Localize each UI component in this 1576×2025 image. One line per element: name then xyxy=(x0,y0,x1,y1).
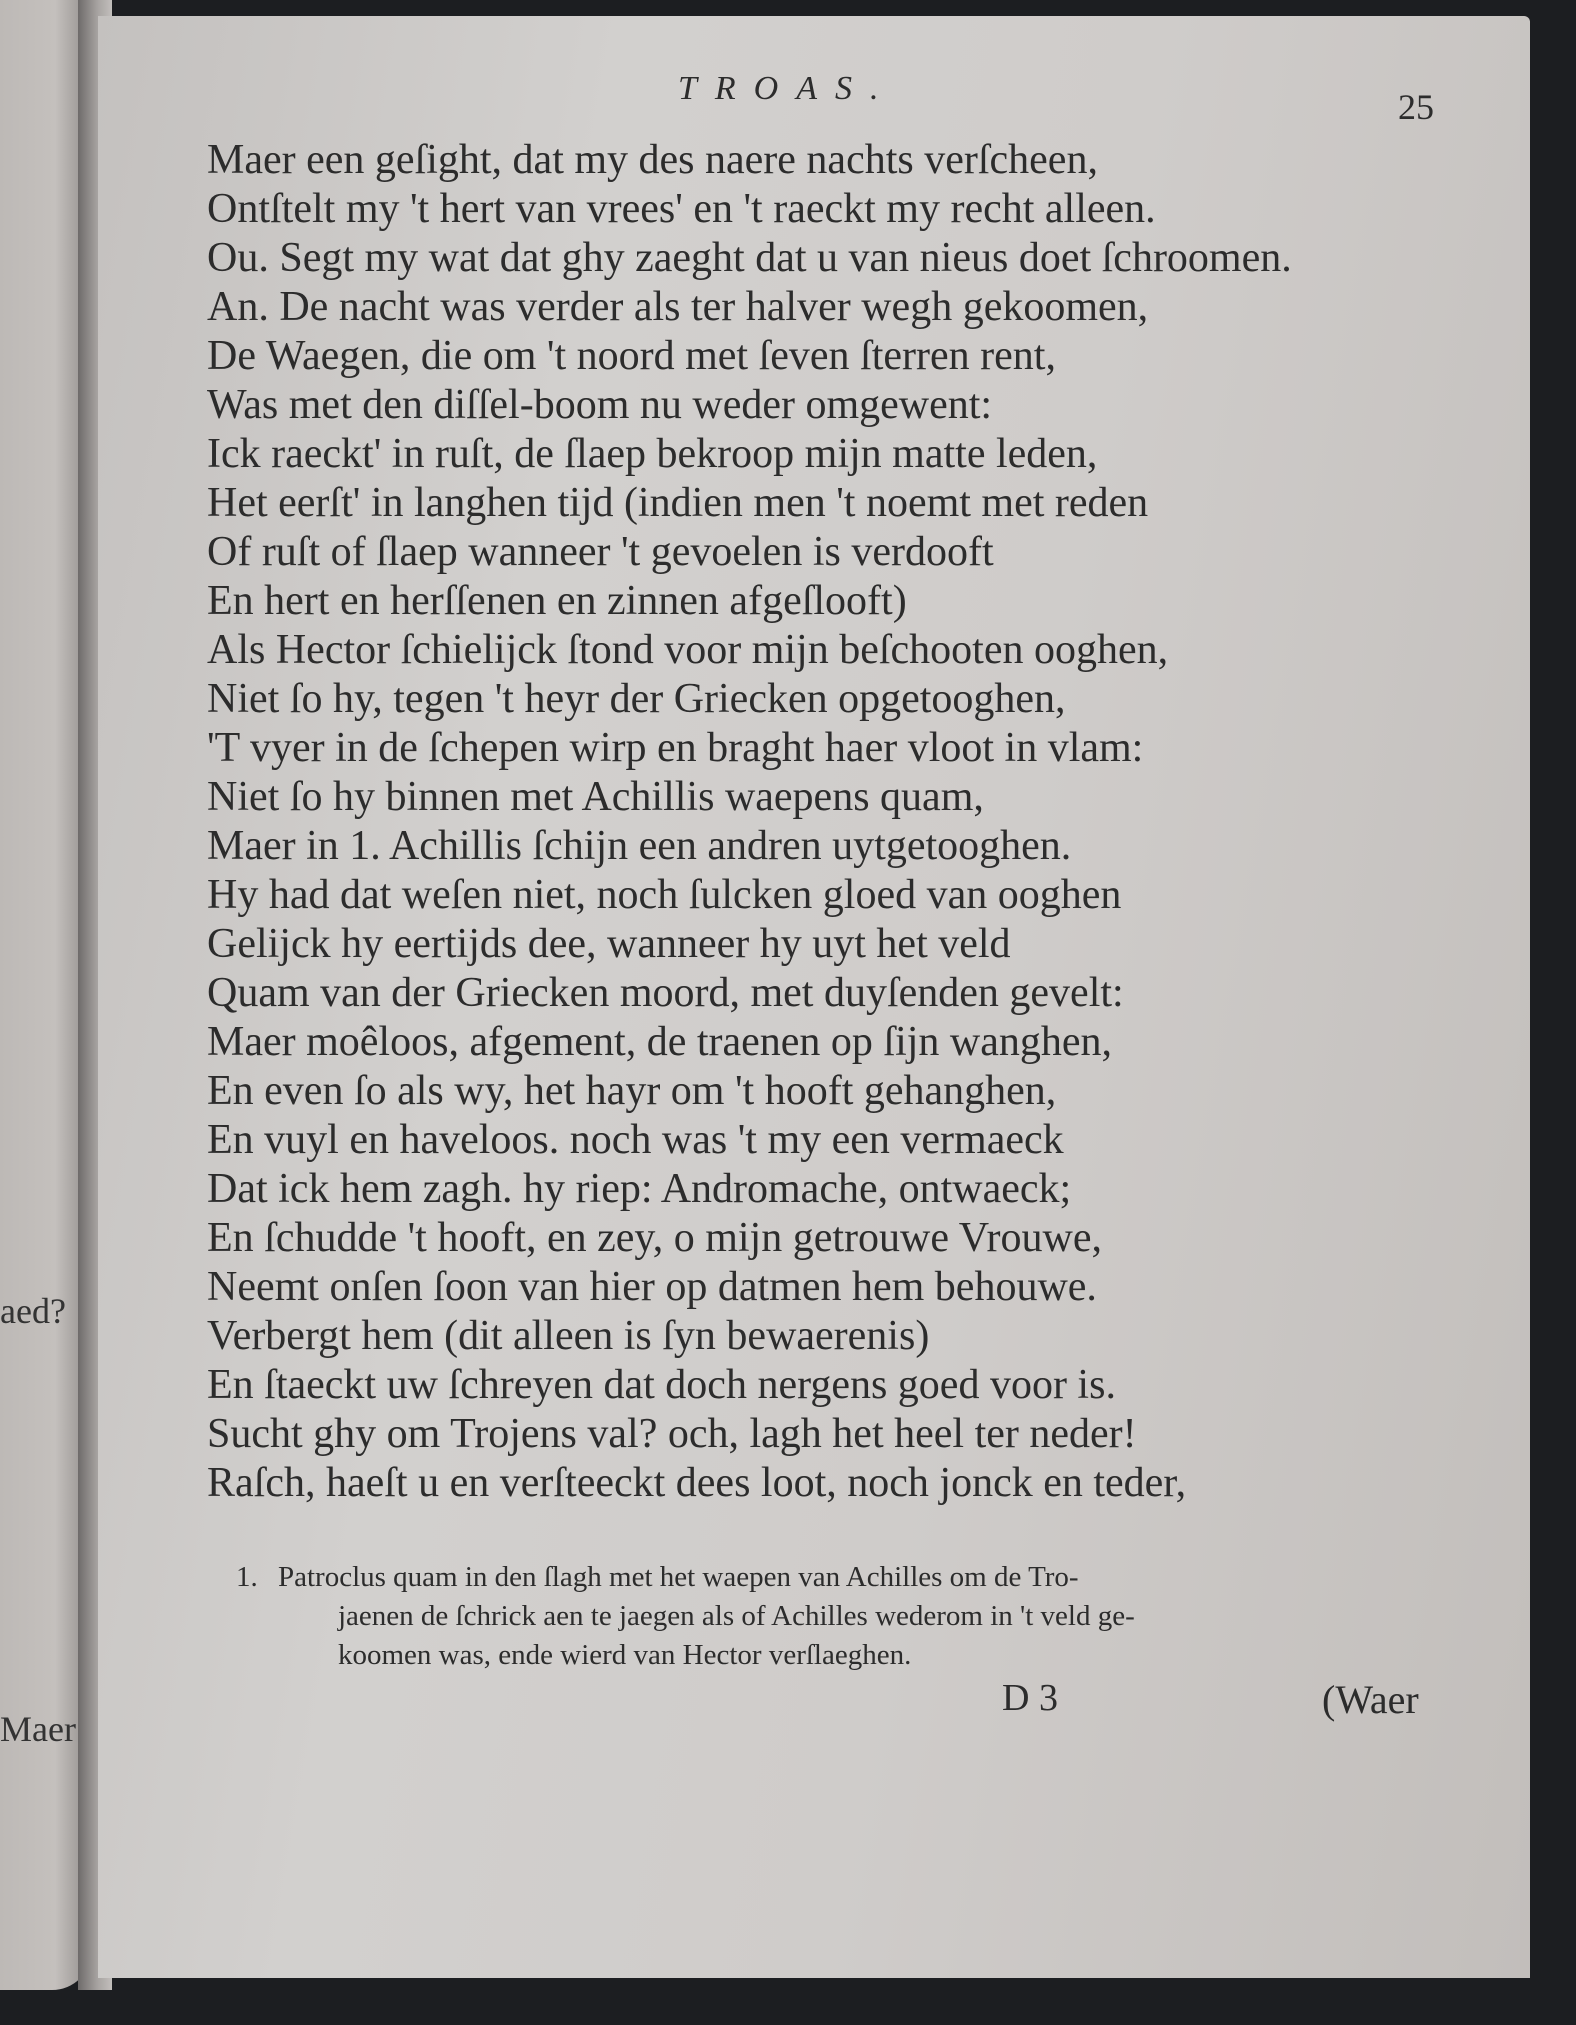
footnote-line: jaenen de ſchrick aen te jaegen als of Achilles wederom in 't veld ge- xyxy=(338,1600,1135,1632)
catchword: (Waer xyxy=(1322,1677,1419,1722)
verse-line: Ick raeckt' in ruſt, de ſlaep bekroop mijn matte leden, xyxy=(207,431,1098,477)
signature-mark: D 3 xyxy=(1002,1677,1058,1719)
verse-line: 'T vyer in de ſchepen wirp en braght haer vloot in vlam: xyxy=(207,725,1144,771)
verse-line: Dat ick hem zagh. hy riep: Andromache, ontwaeck; xyxy=(207,1166,1072,1212)
verse-line: Niet ſo hy binnen met Achillis waepens quam, xyxy=(207,774,984,820)
verse-line: En hert en herſſenen en zinnen afgeſlooft) xyxy=(207,578,907,624)
left-page-margin-word: Maer xyxy=(0,1709,76,1749)
verse-line: Verbergt hem (dit alleen is ſyn bewaerenis) xyxy=(207,1313,930,1359)
verse-line: Als Hector ſchielijck ſtond voor mijn beſchooten ooghen, xyxy=(207,627,1169,673)
verse-line: Was met den diſſel-boom nu weder omgewent: xyxy=(207,382,993,428)
footnote-marker: 1. xyxy=(236,1561,258,1593)
verse-line: Ontſtelt my 't hert van vrees' en 't raeckt my recht alleen. xyxy=(207,186,1156,232)
footnote xyxy=(236,1558,1386,1675)
running-title: TROAS. xyxy=(678,70,897,107)
verse-line: Gelijck hy eertijds dee, wanneer hy uyt het veld xyxy=(207,921,1011,967)
verse-line: En even ſo als wy, het hayr om 't hooft gehanghen, xyxy=(207,1068,1057,1114)
footnote-text: Patroclus quam in den ſlagh met het waepen van Achilles om de Tro- xyxy=(278,1561,1079,1593)
verse-line: Maer in 1. Achillis ſchijn een andren uytgetooghen. xyxy=(207,823,1072,869)
verse-line: Sucht ghy om Trojens val? och, lagh het heel ter neder! xyxy=(207,1411,1137,1457)
verse-line: Hy had dat weſen niet, noch ſulcken gloed van ooghen xyxy=(207,872,1122,918)
footnote-line: koomen was, ende wierd van Hector verſlaeghen. xyxy=(338,1639,912,1671)
left-page-margin-word: aed? xyxy=(0,1291,66,1331)
verse-line: Maer moêloos, afgement, de traenen op ſijn wanghen, xyxy=(207,1019,1113,1065)
verse-line: Quam van der Griecken moord, met duyſenden gevelt: xyxy=(207,970,1124,1016)
verse-line: En ſtaeckt uw ſchreyen dat doch nergens goed voor is. xyxy=(207,1362,1116,1408)
verse-text xyxy=(207,136,1507,1508)
verse-line: En ſchudde 't hooft, en zey, o mijn getrouwe Vrouwe, xyxy=(207,1215,1102,1261)
verse-line: En vuyl en haveloos. noch was 't my een vermaeck xyxy=(207,1117,1064,1163)
verse-line: Ou. Segt my wat dat ghy zaeght dat u van nieus doet ſchroomen. xyxy=(207,235,1292,281)
verse-line: Of ruſt of ſlaep wanneer 't gevoelen is verdooft xyxy=(207,529,994,575)
verse-line: Maer een geſight, dat my des naere nachts verſcheen, xyxy=(207,137,1098,183)
verse-line: An. De nacht was verder als ter halver wegh gekoomen, xyxy=(207,284,1149,330)
page-number: 25 xyxy=(1398,87,1434,127)
verse-line: De Waegen, die om 't noord met ſeven ſterren rent, xyxy=(207,333,1056,379)
footnote-line xyxy=(236,1558,1386,1597)
verse-line: Neemt onſen ſoon van hier op datmen hem behouwe. xyxy=(207,1264,1097,1310)
verse-line: Raſch, haeſt u en verſteeckt dees loot, noch jonck en teder, xyxy=(207,1460,1187,1506)
verse-line: Het eerſt' in langhen tijd (indien men 't noemt met reden xyxy=(207,480,1149,526)
verse-line: Niet ſo hy, tegen 't heyr der Griecken opgetooghen, xyxy=(207,676,1066,722)
